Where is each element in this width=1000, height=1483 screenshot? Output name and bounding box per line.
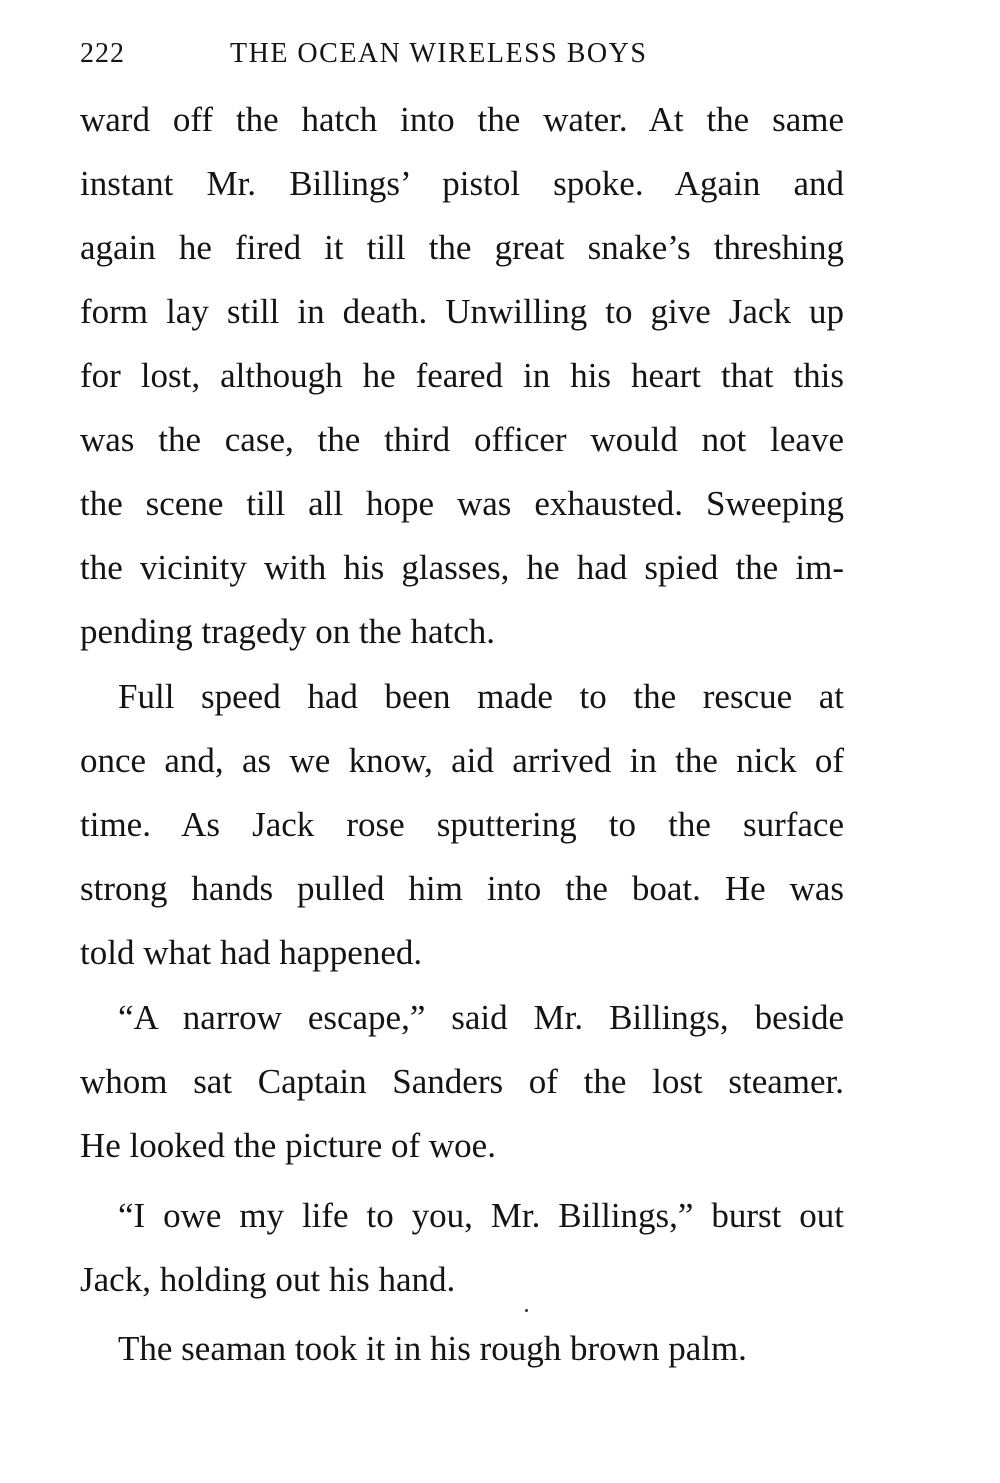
- text-line: “I owe my life to you, Mr. Billings,” burst out: [118, 1196, 844, 1235]
- text-line: time. As Jack rose sputtering to the surface: [80, 805, 844, 844]
- text-line: for lost, although he feared in his heart that this: [80, 356, 844, 395]
- scan-speck: [525, 1309, 528, 1312]
- text-line: “A narrow escape,” said Mr. Billings, beside: [118, 998, 844, 1037]
- text-line: the vicinity with his glasses, he had spied the im-: [80, 548, 844, 587]
- text-line: strong hands pulled him into the boat. He was: [80, 869, 844, 908]
- text-line: was the case, the third officer would not leave: [80, 420, 844, 459]
- text-line: Jack, holding out his hand.: [80, 1260, 456, 1299]
- text-line: told what had happened.: [80, 933, 423, 972]
- page-number: 222: [80, 38, 125, 69]
- running-head: THE OCEAN WIRELESS BOYS: [230, 38, 648, 69]
- text-line: Full speed had been made to the rescue at: [118, 677, 844, 716]
- text-line: pending tragedy on the hatch.: [80, 612, 496, 651]
- text-line: once and, as we know, aid arrived in the nick of: [80, 741, 844, 780]
- text-line: form lay still in death. Unwilling to give Jack up: [80, 292, 844, 331]
- text-line: again he fired it till the great snake’s threshing: [80, 228, 844, 267]
- text-line: the scene till all hope was exhausted. Sweeping: [80, 484, 844, 523]
- page-header: [80, 38, 844, 78]
- text-line: The seaman took it in his rough brown palm.: [118, 1329, 747, 1368]
- text-line: whom sat Captain Sanders of the lost steamer.: [80, 1062, 844, 1101]
- text-line: instant Mr. Billings’ pistol spoke. Again and: [80, 164, 844, 203]
- text-line: He looked the picture of woe.: [80, 1126, 496, 1165]
- text-line: ward off the hatch into the water. At the same: [80, 100, 844, 139]
